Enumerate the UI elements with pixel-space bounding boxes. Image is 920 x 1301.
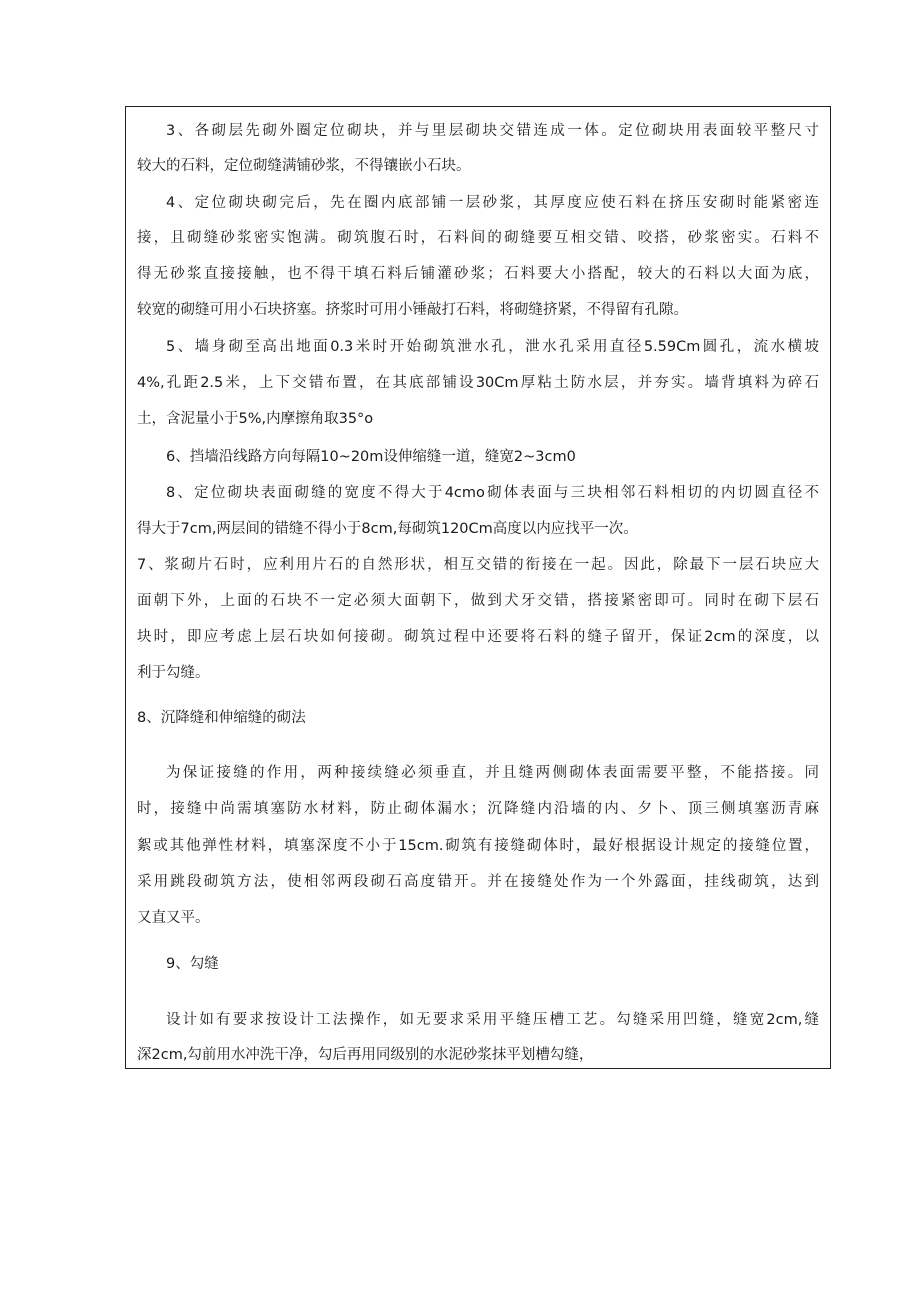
text-line: 得无砂浆直接接触，也不得干填石料后铺灌砂浆；石料要大小搭配，较大的石料以大面为底， <box>137 266 819 282</box>
text-line: 土，含泥量小于5%,内摩擦角取35°o <box>137 411 374 427</box>
text-line: 7、浆砌片石时，应利用片石的自然形状，相互交错的衔接在一起。因此，除最下一层石块应大 <box>137 557 819 573</box>
section-heading: 8、沉降缝和伸缩缝的砌法 <box>137 710 306 726</box>
text-line: 4%,孔距2.5米，上下交错布置，在其底部铺设30Cm厚粘土防水层，并夯实。墙背填料为碎石 <box>137 375 819 391</box>
text-line: 深2cm,勾前用水冲洗干净，勾后再用同级别的水泥砂浆抹平划槽勾缝， <box>137 1047 594 1063</box>
text-line: 得大于7cm,两层间的错缝不得小于8cm,每砌筑120Cm高度以内应找平一次。 <box>137 521 638 537</box>
text-line: 4、定位砌块砌完后，先在圈内底部铺一层砂浆，其厚度应使石料在挤压安砌时能紧密连 <box>166 195 819 211</box>
text-line: 絮或其他弹性材料，填塞深度不小于15cm.砌筑有接缝砌体时，最好根据设计规定的接缝位置， <box>137 838 819 854</box>
text-line: 8、定位砌块表面砌缝的宽度不得大于4cmo砌体表面与三块相邻石料相切的内切圆直径不 <box>166 485 819 501</box>
text-line: 较宽的砌缝可用小石块挤塞。挤浆时可用小锤敲打石料，将砌缝挤紧，不得留有孔隙。 <box>137 302 688 318</box>
text-line: 又直又平。 <box>137 910 210 926</box>
text-line: 设计如有要求按设计工法操作，如无要求采用平缝压槽工艺。勾缝采用凹缝，缝宽2cm,缝 <box>166 1012 819 1028</box>
text-line: 接，且砌缝砂浆密实饱满。砌筑腹石时，石料间的砌缝要互相交错、咬搭，砂浆密实。石料不 <box>137 230 819 246</box>
text-line: 采用跳段砌筑方法，使相邻两段砌石高度错开。并在接缝处作为一个外露面，挂线砌筑，达到 <box>137 874 819 890</box>
text-line: 利于勾缝。 <box>137 665 210 681</box>
text-line: 较大的石料，定位砌缝满铺砂浆，不得镶嵌小石块。 <box>137 158 471 174</box>
text-line: 块时，即应考虑上层石块如何接砌。砌筑过程中还要将石料的缝子留开，保证2cm的深度，以 <box>137 629 819 645</box>
section-heading: 9、勾缝 <box>166 956 219 972</box>
text-line: 3、各砌层先砌外圈定位砌块，并与里层砌块交错连成一体。定位砌块用表面较平整尺寸 <box>166 123 819 139</box>
text-line: 5、墙身砌至高出地面0.3米时开始砌筑泄水孔，泄水孔采用直径5.59Cm圆孔，流水横坡 <box>166 339 819 355</box>
text-line: 6、挡墙沿线路方向每隔10~20m设伸缩缝一道，缝宽2~3cm0 <box>166 449 576 465</box>
text-line: 时，接缝中尚需填塞防水材料，防止砌体漏水；沉降缝内沿墙的内、夕卜、顶三侧填塞沥青麻 <box>137 801 819 817</box>
text-line: 为保证接缝的作用，两种接续缝必须垂直，并且缝两侧砌体表面需要平整，不能搭接。同 <box>166 765 819 781</box>
text-line: 面朝下外，上面的石块不一定必须大面朝下，做到犬牙交错，搭接紧密即可。同时在砌下层石 <box>137 593 819 609</box>
document-table-cell <box>125 106 831 1069</box>
